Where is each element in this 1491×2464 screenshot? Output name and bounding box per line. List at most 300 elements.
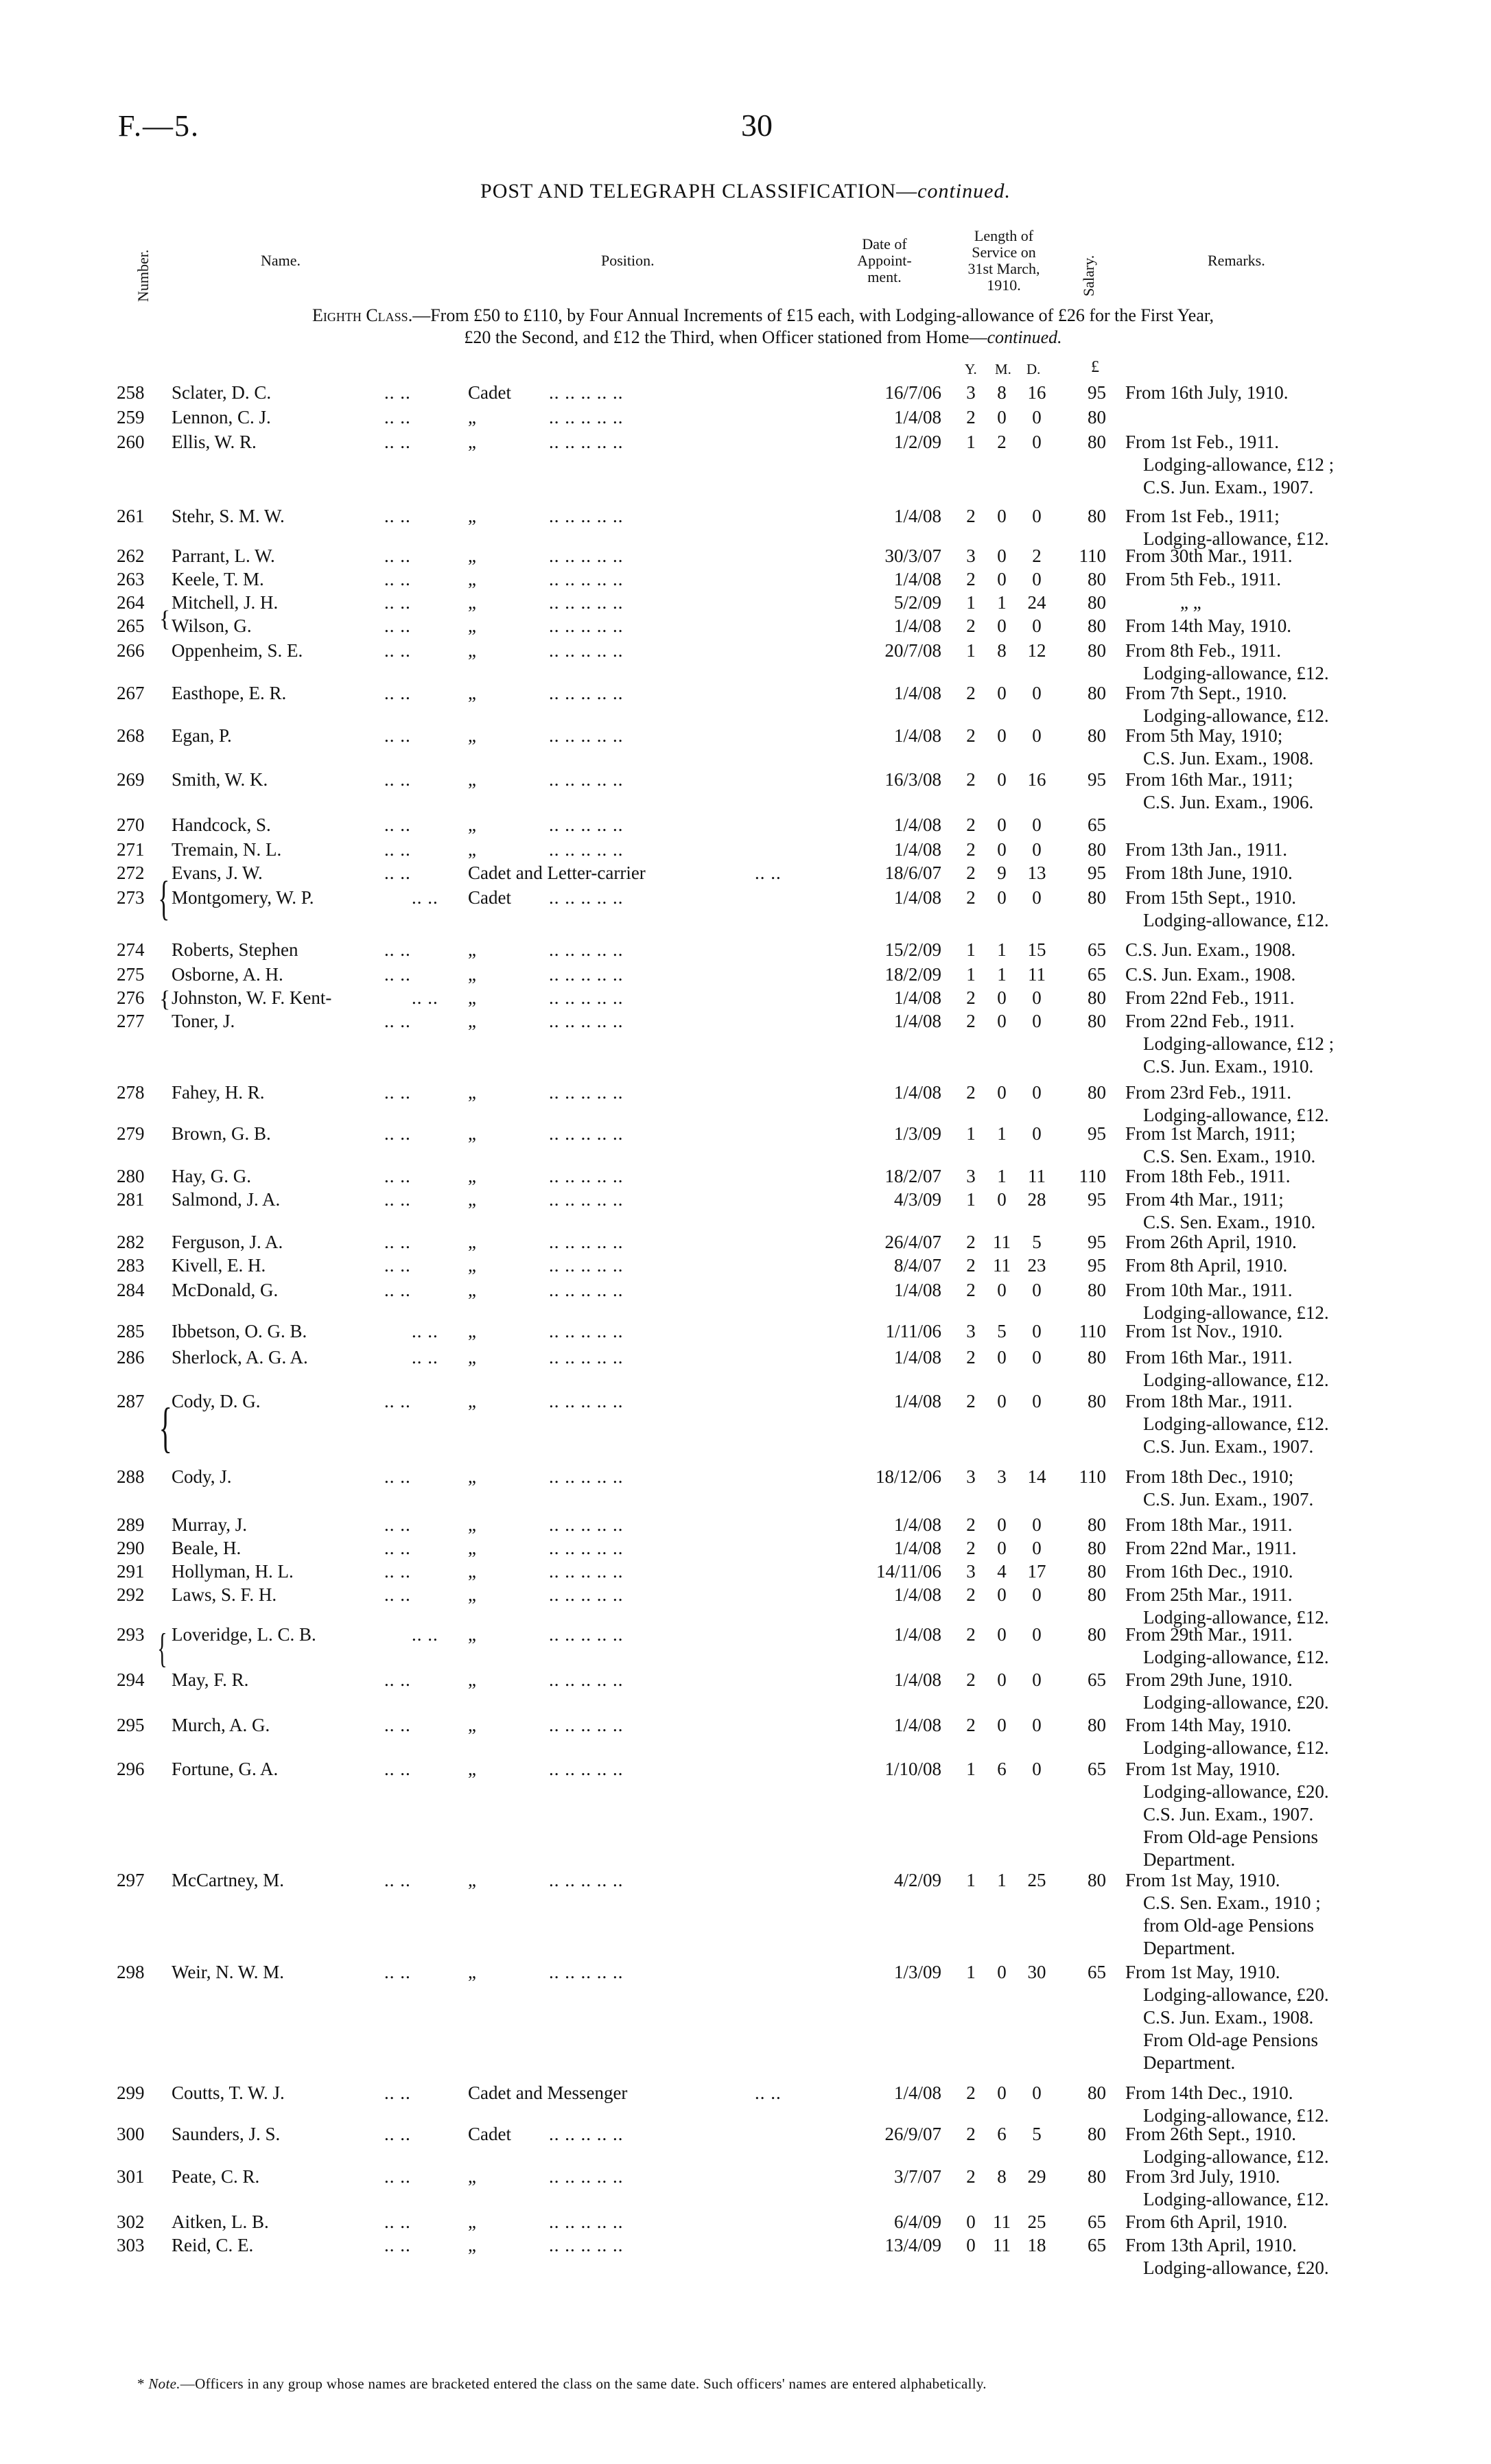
leader-dots: .. .. xyxy=(384,640,411,661)
leader-dots: .. .. .. .. .. xyxy=(549,1347,624,1368)
row-days: 18 xyxy=(1027,2235,1046,2255)
row-months: 0 xyxy=(997,987,1007,1008)
row-months: 0 xyxy=(997,2082,1007,2103)
row-position: „ xyxy=(468,592,476,613)
row-number: 293 xyxy=(117,1624,145,1645)
row-name: Murch, A. G. xyxy=(172,1715,270,1735)
row-days: 0 xyxy=(1032,725,1042,746)
row-days: 0 xyxy=(1032,615,1042,636)
row-remark-line: From 5th May, 1910; xyxy=(1125,725,1283,746)
row-number: 294 xyxy=(117,1669,145,1690)
row-years: 1 xyxy=(966,1962,976,1982)
row-remark-line: From 22nd Feb., 1911. xyxy=(1125,987,1295,1008)
row-years: 2 xyxy=(966,2124,976,2144)
row-remark-line: C.S. Jun. Exam., 1907. xyxy=(1143,477,1314,497)
row-years: 2 xyxy=(966,769,976,790)
row-days: 0 xyxy=(1032,432,1042,452)
row-salary: 80 xyxy=(1088,987,1106,1008)
row-months: 0 xyxy=(997,839,1007,860)
row-days: 16 xyxy=(1027,769,1046,790)
col-service-line: Length of xyxy=(974,227,1034,244)
row-days: 16 xyxy=(1027,382,1046,403)
row-name: Lennon, C. J. xyxy=(172,407,271,427)
row-position: „ xyxy=(468,1466,476,1487)
row-number: 277 xyxy=(117,1011,145,1031)
row-salary: 80 xyxy=(1088,2082,1106,2103)
row-name: Sclater, D. C. xyxy=(172,382,272,403)
leader-dots: .. .. xyxy=(384,1255,411,1276)
row-position: „ xyxy=(468,1624,476,1645)
row-remark-line: From 26th April, 1910. xyxy=(1125,1232,1297,1252)
row-months: 0 xyxy=(997,1669,1007,1690)
row-date: 1/4/08 xyxy=(893,887,941,908)
row-number: 270 xyxy=(117,814,145,835)
col-remarks-header: Remarks. xyxy=(1208,252,1265,269)
row-position: „ xyxy=(468,1962,476,1982)
row-months: 0 xyxy=(997,1082,1007,1103)
row-remark-line: From 3rd July, 1910. xyxy=(1125,2166,1280,2187)
row-years: 2 xyxy=(966,407,976,427)
row-number: 284 xyxy=(117,1280,145,1300)
row-name: Ellis, W. R. xyxy=(172,432,257,452)
row-date: 8/4/07 xyxy=(893,1255,941,1276)
row-salary: 95 xyxy=(1088,863,1106,883)
row-remark-line: C.S. Jun. Exam., 1910. xyxy=(1143,1056,1314,1077)
leader-dots: .. .. .. .. .. xyxy=(549,939,624,960)
row-years: 1 xyxy=(966,1759,976,1779)
row-salary: 110 xyxy=(1079,1166,1106,1186)
row-remark-line: From 13th Jan., 1911. xyxy=(1125,839,1287,860)
row-number: 279 xyxy=(117,1123,145,1144)
row-position: „ xyxy=(468,1669,476,1690)
leader-dots: .. .. .. .. .. xyxy=(549,407,624,427)
row-salary: 80 xyxy=(1088,1584,1106,1605)
row-position: „ xyxy=(468,1232,476,1252)
row-date: 1/4/08 xyxy=(893,1514,941,1535)
row-months: 1 xyxy=(997,592,1007,613)
row-salary: 65 xyxy=(1088,964,1106,985)
row-years: 2 xyxy=(966,814,976,835)
leader-dots: .. .. .. .. .. xyxy=(549,1123,624,1144)
row-number: 278 xyxy=(117,1082,145,1103)
leader-dots: .. .. xyxy=(384,1232,411,1252)
row-months: 2 xyxy=(997,432,1007,452)
row-days: 0 xyxy=(1032,1624,1042,1645)
row-days: 28 xyxy=(1027,1189,1046,1210)
row-remark-line: „ „ xyxy=(1180,592,1201,613)
row-remark-line: C.S. Sen. Exam., 1910 ; xyxy=(1143,1892,1321,1913)
row-days: 17 xyxy=(1027,1561,1046,1582)
leader-dots: .. .. xyxy=(384,592,411,613)
row-salary: 65 xyxy=(1088,2211,1106,2232)
leader-dots: .. .. .. .. .. xyxy=(549,964,624,985)
leader-dots: .. .. .. .. .. xyxy=(549,1514,624,1535)
row-days: 30 xyxy=(1027,1962,1046,1982)
row-name: Toner, J. xyxy=(172,1011,235,1031)
row-number: 275 xyxy=(117,964,145,985)
col-name-header: Name. xyxy=(261,252,301,269)
row-position: „ xyxy=(468,1347,476,1368)
leader-dots: .. .. xyxy=(384,1870,411,1890)
row-months: 0 xyxy=(997,769,1007,790)
row-position: „ xyxy=(468,1255,476,1276)
row-number: 289 xyxy=(117,1514,145,1535)
col-number-header: Number. xyxy=(134,249,152,302)
row-remark-line: From 1st May, 1910. xyxy=(1125,1962,1280,1982)
leader-dots: .. .. xyxy=(384,1123,411,1144)
row-remark-line: From 25th Mar., 1911. xyxy=(1125,1584,1293,1605)
leader-dots: .. .. .. .. .. xyxy=(549,1669,624,1690)
row-number: 295 xyxy=(117,1715,145,1735)
row-years: 2 xyxy=(966,1255,976,1276)
row-position: „ xyxy=(468,1166,476,1186)
row-months: 0 xyxy=(997,1514,1007,1535)
row-remark-line: From 18th June, 1910. xyxy=(1125,863,1293,883)
leader-dots: .. .. xyxy=(384,382,411,403)
row-remark-line: From 15th Sept., 1910. xyxy=(1125,887,1297,908)
row-years: 1 xyxy=(966,1123,976,1144)
leader-dots: .. .. xyxy=(384,569,411,589)
leader-dots: .. .. .. .. .. xyxy=(549,1189,624,1210)
row-name: Murray, J. xyxy=(172,1514,247,1535)
row-remark-line: From 30th Mar., 1911. xyxy=(1125,545,1293,566)
row-years: 2 xyxy=(966,2166,976,2187)
row-salary: 80 xyxy=(1088,506,1106,526)
row-name: Smith, W. K. xyxy=(172,769,268,790)
row-remark-line: From 29th June, 1910. xyxy=(1125,1669,1293,1690)
row-date: 1/4/08 xyxy=(893,725,941,746)
row-name: Loveridge, L. C. B. xyxy=(172,1624,316,1645)
row-date: 18/2/09 xyxy=(884,964,941,985)
row-days: 29 xyxy=(1027,2166,1046,2187)
row-months: 0 xyxy=(997,1584,1007,1605)
row-date: 4/2/09 xyxy=(893,1870,941,1890)
class-label: Eighth Class. xyxy=(312,305,413,325)
row-months: 8 xyxy=(997,2166,1007,2187)
row-number: 258 xyxy=(117,382,145,403)
row-remark-line: Lodging-allowance, £12. xyxy=(1143,705,1329,726)
row-months: 0 xyxy=(997,725,1007,746)
unit-months: M. xyxy=(995,361,1011,377)
row-name: Fahey, H. R. xyxy=(172,1082,265,1103)
row-months: 0 xyxy=(997,1347,1007,1368)
row-days: 0 xyxy=(1032,839,1042,860)
row-number: 262 xyxy=(117,545,145,566)
leader-dots: .. .. .. .. .. xyxy=(549,987,624,1008)
leader-dots: .. .. xyxy=(384,2235,411,2255)
col-service-header xyxy=(952,228,1055,294)
row-number: 286 xyxy=(117,1347,145,1368)
row-remark-line: Lodging-allowance, £12. xyxy=(1143,528,1329,549)
row-position: „ xyxy=(468,1321,476,1341)
row-years: 2 xyxy=(966,839,976,860)
row-salary: 95 xyxy=(1088,1255,1106,1276)
row-date: 1/4/08 xyxy=(893,615,941,636)
row-position: „ xyxy=(468,1715,476,1735)
row-months: 6 xyxy=(997,2124,1007,2144)
row-number: 267 xyxy=(117,683,145,703)
row-months: 9 xyxy=(997,863,1007,883)
row-name: Peate, C. R. xyxy=(172,2166,260,2187)
row-months: 11 xyxy=(993,1232,1011,1252)
row-remark-line: From 7th Sept., 1910. xyxy=(1125,683,1287,703)
row-position: „ xyxy=(468,2211,476,2232)
leader-dots: .. .. xyxy=(384,939,411,960)
row-remark-line: From 23rd Feb., 1911. xyxy=(1125,1082,1291,1103)
row-position: „ xyxy=(468,1011,476,1031)
row-number: 276 xyxy=(117,987,145,1008)
row-years: 2 xyxy=(966,1669,976,1690)
row-salary: 65 xyxy=(1088,1669,1106,1690)
row-date: 4/3/09 xyxy=(893,1189,941,1210)
row-date: 16/7/06 xyxy=(884,382,941,403)
title-suffix: continued. xyxy=(917,180,1011,202)
leader-dots: .. .. xyxy=(384,2082,411,2103)
row-name: Johnston, W. F. Kent- xyxy=(172,987,332,1008)
row-name: Wilson, G. xyxy=(172,615,252,636)
row-days: 11 xyxy=(1028,1166,1046,1186)
leader-dots: .. .. .. .. .. xyxy=(549,2211,624,2232)
col-date-line: ment. xyxy=(867,268,902,285)
leader-dots: .. .. .. .. .. xyxy=(549,506,624,526)
row-days: 0 xyxy=(1032,887,1042,908)
col-date-header xyxy=(847,236,922,285)
leader-dots: .. .. .. .. .. xyxy=(549,2235,624,2255)
row-years: 2 xyxy=(966,1347,976,1368)
row-remark-line: Lodging-allowance, £20. xyxy=(1143,1781,1329,1802)
row-position: „ xyxy=(468,839,476,860)
row-date: 5/2/09 xyxy=(893,592,941,613)
row-years: 2 xyxy=(966,863,976,883)
leader-dots: .. .. .. .. .. xyxy=(549,569,624,589)
col-date-line: Appoint- xyxy=(857,252,912,269)
leader-dots: .. .. .. .. .. xyxy=(549,1962,624,1982)
row-position: „ xyxy=(468,769,476,790)
row-position: Cadet xyxy=(468,2124,511,2144)
row-number: 265 xyxy=(117,615,145,636)
row-date: 1/11/06 xyxy=(885,1321,941,1341)
leader-dots: .. .. .. .. .. xyxy=(549,1232,624,1252)
row-name: Coutts, T. W. J. xyxy=(172,2082,285,2103)
row-number: 268 xyxy=(117,725,145,746)
row-salary: 80 xyxy=(1088,1624,1106,1645)
leader-dots: .. .. xyxy=(384,1584,411,1605)
row-days: 0 xyxy=(1032,1514,1042,1535)
row-years: 2 xyxy=(966,569,976,589)
row-years: 2 xyxy=(966,1624,976,1645)
row-days: 13 xyxy=(1027,863,1046,883)
row-years: 2 xyxy=(966,1232,976,1252)
row-salary: 80 xyxy=(1088,1514,1106,1535)
leader-dots: .. .. .. .. .. xyxy=(549,1870,624,1890)
class-heading-line1 xyxy=(118,305,1408,327)
row-remark-line: From 18th Dec., 1910; xyxy=(1125,1466,1294,1487)
leader-dots: .. .. xyxy=(384,1715,411,1735)
row-remark-line: C.S. Sen. Exam., 1910. xyxy=(1143,1146,1316,1166)
row-number: 280 xyxy=(117,1166,145,1186)
row-position: „ xyxy=(468,1391,476,1411)
row-months: 1 xyxy=(997,1123,1007,1144)
leader-dots: .. .. xyxy=(755,2082,782,2103)
row-months: 8 xyxy=(997,640,1007,661)
row-date: 16/3/08 xyxy=(884,769,941,790)
row-remark-line: C.S. Jun. Exam., 1907. xyxy=(1143,1489,1314,1510)
leader-dots: .. .. .. .. .. xyxy=(549,615,624,636)
row-remark-line: From 1st May, 1910. xyxy=(1125,1870,1280,1890)
row-date: 26/9/07 xyxy=(884,2124,941,2144)
leader-dots: .. .. .. .. .. xyxy=(549,432,624,452)
leader-dots: .. .. .. .. .. xyxy=(549,640,624,661)
row-remark-line: Lodging-allowance, £12. xyxy=(1143,2189,1329,2209)
row-date: 13/4/09 xyxy=(884,2235,941,2255)
leader-dots: .. .. xyxy=(412,887,438,908)
row-salary: 80 xyxy=(1088,432,1106,452)
row-position: „ xyxy=(468,407,476,427)
leader-dots: .. .. xyxy=(384,545,411,566)
row-date: 1/4/08 xyxy=(893,1538,941,1558)
row-months: 0 xyxy=(997,887,1007,908)
leader-dots: .. .. xyxy=(384,1759,411,1779)
row-remark-line: Lodging-allowance, £20. xyxy=(1143,1984,1329,2005)
row-name: Aitken, L. B. xyxy=(172,2211,269,2232)
row-days: 25 xyxy=(1027,2211,1046,2232)
row-days: 0 xyxy=(1032,1391,1042,1411)
row-days: 0 xyxy=(1032,569,1042,589)
row-number: 273 xyxy=(117,887,145,908)
row-years: 2 xyxy=(966,1715,976,1735)
footnote-text: —Officers in any group whose names are bracketed entered the class on the same date. Such officers' names are entered alphabetically. xyxy=(180,2375,987,2392)
row-position: „ xyxy=(468,814,476,835)
leader-dots: .. .. xyxy=(384,1514,411,1535)
row-number: 292 xyxy=(117,1584,145,1605)
row-months: 11 xyxy=(993,2211,1011,2232)
leader-dots: .. .. .. .. .. xyxy=(549,683,624,703)
row-position: „ xyxy=(468,964,476,985)
row-salary: 80 xyxy=(1088,2124,1106,2144)
row-name: McDonald, G. xyxy=(172,1280,279,1300)
row-remark-line: From 8th Feb., 1911. xyxy=(1125,640,1282,661)
row-name: Brown, G. B. xyxy=(172,1123,271,1144)
row-days: 0 xyxy=(1032,1082,1042,1103)
row-number: 303 xyxy=(117,2235,145,2255)
row-remark-line: From 18th Feb., 1911. xyxy=(1125,1166,1291,1186)
row-date: 18/2/07 xyxy=(884,1166,941,1186)
row-remark-line: From 5th Feb., 1911. xyxy=(1125,569,1282,589)
leader-dots: .. .. .. .. .. xyxy=(549,1082,624,1103)
row-years: 3 xyxy=(966,1166,976,1186)
row-number: 281 xyxy=(117,1189,145,1210)
row-date: 1/3/09 xyxy=(893,1962,941,1982)
row-years: 2 xyxy=(966,615,976,636)
row-months: 0 xyxy=(997,615,1007,636)
row-remark-line: Lodging-allowance, £12. xyxy=(1143,910,1329,930)
row-years: 3 xyxy=(966,382,976,403)
leader-dots: .. .. xyxy=(384,1669,411,1690)
row-salary: 95 xyxy=(1088,769,1106,790)
row-date: 1/4/08 xyxy=(893,1669,941,1690)
row-remark-line: From 22nd Feb., 1911. xyxy=(1125,1011,1295,1031)
row-number: 263 xyxy=(117,569,145,589)
row-number: 264 xyxy=(117,592,145,613)
row-days: 0 xyxy=(1032,506,1042,526)
row-months: 4 xyxy=(997,1561,1007,1582)
leader-dots: .. .. xyxy=(412,987,438,1008)
row-date: 1/4/08 xyxy=(893,1280,941,1300)
row-name: Parrant, L. W. xyxy=(172,545,275,566)
row-days: 0 xyxy=(1032,1759,1042,1779)
row-position: Cadet and Messenger xyxy=(468,2082,628,2103)
row-salary: 80 xyxy=(1088,1011,1106,1031)
col-position-header: Position. xyxy=(601,252,655,269)
row-date: 30/3/07 xyxy=(884,545,941,566)
leader-dots: .. .. .. .. .. xyxy=(549,592,624,613)
row-years: 1 xyxy=(966,964,976,985)
row-date: 1/4/08 xyxy=(893,814,941,835)
leader-dots: .. .. .. .. .. xyxy=(549,1466,624,1487)
row-remark-line: From 4th Mar., 1911; xyxy=(1125,1189,1284,1210)
row-months: 0 xyxy=(997,407,1007,427)
row-name: Beale, H. xyxy=(172,1538,242,1558)
row-date: 1/4/08 xyxy=(893,1624,941,1645)
row-months: 6 xyxy=(997,1759,1007,1779)
leader-dots: .. .. .. .. .. xyxy=(549,1538,624,1558)
row-salary: 95 xyxy=(1088,1123,1106,1144)
row-years: 1 xyxy=(966,640,976,661)
row-months: 0 xyxy=(997,1280,1007,1300)
leader-dots: .. .. xyxy=(384,1561,411,1582)
row-remark-line: C.S. Jun. Exam., 1906. xyxy=(1143,792,1314,812)
row-name: McCartney, M. xyxy=(172,1870,284,1890)
row-days: 0 xyxy=(1032,987,1042,1008)
row-name: Reid, C. E. xyxy=(172,2235,254,2255)
leader-dots: .. .. xyxy=(384,1280,411,1300)
row-date: 18/6/07 xyxy=(884,863,941,883)
row-months: 0 xyxy=(997,506,1007,526)
row-remark-line: Department. xyxy=(1143,2052,1236,2073)
row-months: 0 xyxy=(997,569,1007,589)
row-position: Cadet xyxy=(468,382,511,403)
leader-dots: .. .. xyxy=(384,615,411,636)
row-days: 14 xyxy=(1027,1466,1046,1487)
row-position: „ xyxy=(468,1280,476,1300)
row-position: „ xyxy=(468,2235,476,2255)
row-remark-line: Lodging-allowance, £12. xyxy=(1143,1737,1329,1758)
row-days: 0 xyxy=(1032,1584,1042,1605)
row-position: „ xyxy=(468,506,476,526)
leader-dots: .. .. xyxy=(384,2124,411,2144)
row-position: „ xyxy=(468,1123,476,1144)
row-days: 11 xyxy=(1028,964,1046,985)
row-name: Saunders, J. S. xyxy=(172,2124,281,2144)
row-remark-line: Lodging-allowance, £20. xyxy=(1143,1692,1329,1713)
row-number: 272 xyxy=(117,863,145,883)
row-salary: 65 xyxy=(1088,1962,1106,1982)
row-date: 3/7/07 xyxy=(893,2166,941,2187)
row-years: 0 xyxy=(966,2235,976,2255)
row-years: 1 xyxy=(966,432,976,452)
row-position: „ xyxy=(468,1759,476,1779)
row-remark-line: From 16th Mar., 1911. xyxy=(1125,1347,1293,1368)
row-name: Hollyman, H. L. xyxy=(172,1561,294,1582)
row-date: 1/4/08 xyxy=(893,1347,941,1368)
row-months: 0 xyxy=(997,1715,1007,1735)
row-remark-line: Department. xyxy=(1143,1849,1236,1870)
leader-dots: .. .. .. .. .. xyxy=(549,887,624,908)
footnote: * Note.—Officers in any group whose names are bracketed entered the class on the same date. Such officers' names are entered alphabetically. xyxy=(137,2375,987,2392)
row-remark-line: Lodging-allowance, £20. xyxy=(1143,2257,1329,2278)
row-salary: 80 xyxy=(1088,1561,1106,1582)
row-months: 0 xyxy=(997,1189,1007,1210)
